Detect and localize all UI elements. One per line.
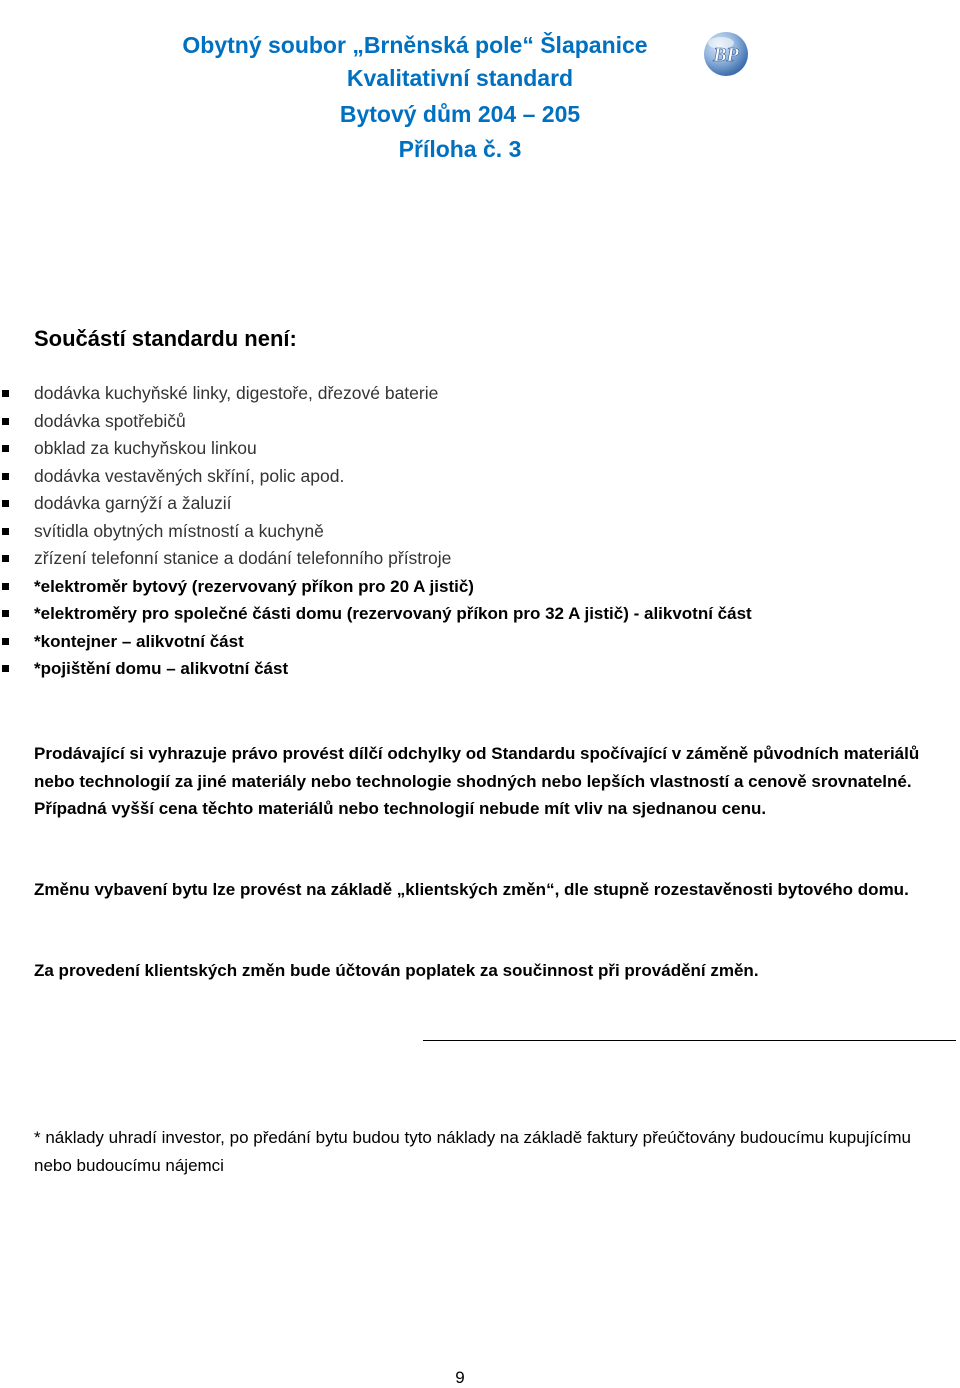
list-item [0, 408, 960, 436]
list-item-text: *elektroměr bytový (rezervovaný příkon pro 20 A jistič) [34, 576, 474, 596]
client-changes-paragraph: Změnu vybavení bytu lze provést na základě „klientských změn“, dle stupně rozestavěnosti bytového domu. [34, 880, 909, 899]
section-title: Součástí standardu není: [34, 326, 297, 351]
list-item [0, 518, 960, 546]
list-item [0, 380, 960, 408]
list-item-text: zřízení telefonní stanice a dodání telefonního přístroje [34, 548, 452, 568]
header-project-title: Obytný soubor „Brněnská pole“ Šlapanice [182, 32, 648, 58]
bullet-square-icon [2, 528, 9, 535]
bullet-square-icon [2, 473, 9, 480]
bullet-square-icon [2, 638, 9, 645]
bullet-square-icon [2, 445, 9, 452]
deviation-paragraph: Prodávající si vyhrazuje právo provést dílčí odchylky od Standardu spočívající v záměně původních materiálů nebo technologií za jiné materiály nebo technologie shodných nebo lepších vlastností a cenově srovnatelné. Případná vyšší cena těchto materiálů nebo technologií nebude mít vliv na sjednanou cenu. [34, 744, 920, 818]
list-item-text: *elektroměry pro společné části domu (rezervovaný příkon pro 32 A jistič) - alikvotní část [34, 604, 752, 623]
bullet-square-icon [2, 555, 9, 562]
list-item-text: *pojištění domu – alikvotní část [34, 659, 289, 678]
bullet-square-icon [2, 390, 9, 397]
list-item [0, 628, 960, 656]
fee-paragraph: Za provedení klientských změn bude účtován poplatek za součinnost při provádění změn. [34, 961, 759, 980]
bullet-square-icon [2, 610, 9, 617]
header-building-title: Bytový dům 204 – 205 [339, 101, 581, 127]
svg-text:BP: BP [713, 44, 739, 66]
list-item-text: dodávka vestavěných skříní, polic apod. [34, 465, 345, 486]
bullet-square-icon [2, 583, 9, 590]
list-item-text: svítidla obytných místností a kuchyně [34, 520, 324, 541]
list-item [0, 490, 960, 518]
list-item-text: *kontejner – alikvotní část [34, 631, 244, 651]
bullet-square-icon [2, 500, 9, 507]
document-header [0, 28, 960, 168]
page-number: 9 [455, 1368, 465, 1387]
list-item-text: dodávka spotřebičů [34, 410, 186, 431]
list-item [0, 463, 960, 491]
list-item [0, 573, 960, 601]
list-item [0, 600, 960, 628]
list-item [0, 435, 960, 463]
list-item [0, 545, 960, 573]
bp-logo-icon [701, 30, 751, 78]
header-standard-title: Kvalitativní standard [346, 65, 574, 91]
list-item-text: dodávka garnýží a žaluzií [34, 493, 232, 513]
footnote-divider [423, 1040, 956, 1041]
header-appendix-title: Příloha č. 3 [398, 136, 522, 162]
list-item-text: obklad za kuchyňskou linkou [34, 438, 257, 458]
excluded-items-list [0, 380, 960, 683]
bullet-square-icon [2, 418, 9, 425]
footnote: * náklady uhradí investor, po předání bytu budou tyto náklady na základě faktury přeúčtovány budoucímu kupujícímu nebo budoucímu nájemci [34, 1128, 911, 1175]
list-item-text: dodávka kuchyňské linky, digestoře, dřezové baterie [34, 383, 439, 403]
bullet-square-icon [2, 665, 9, 672]
list-item [0, 655, 960, 683]
